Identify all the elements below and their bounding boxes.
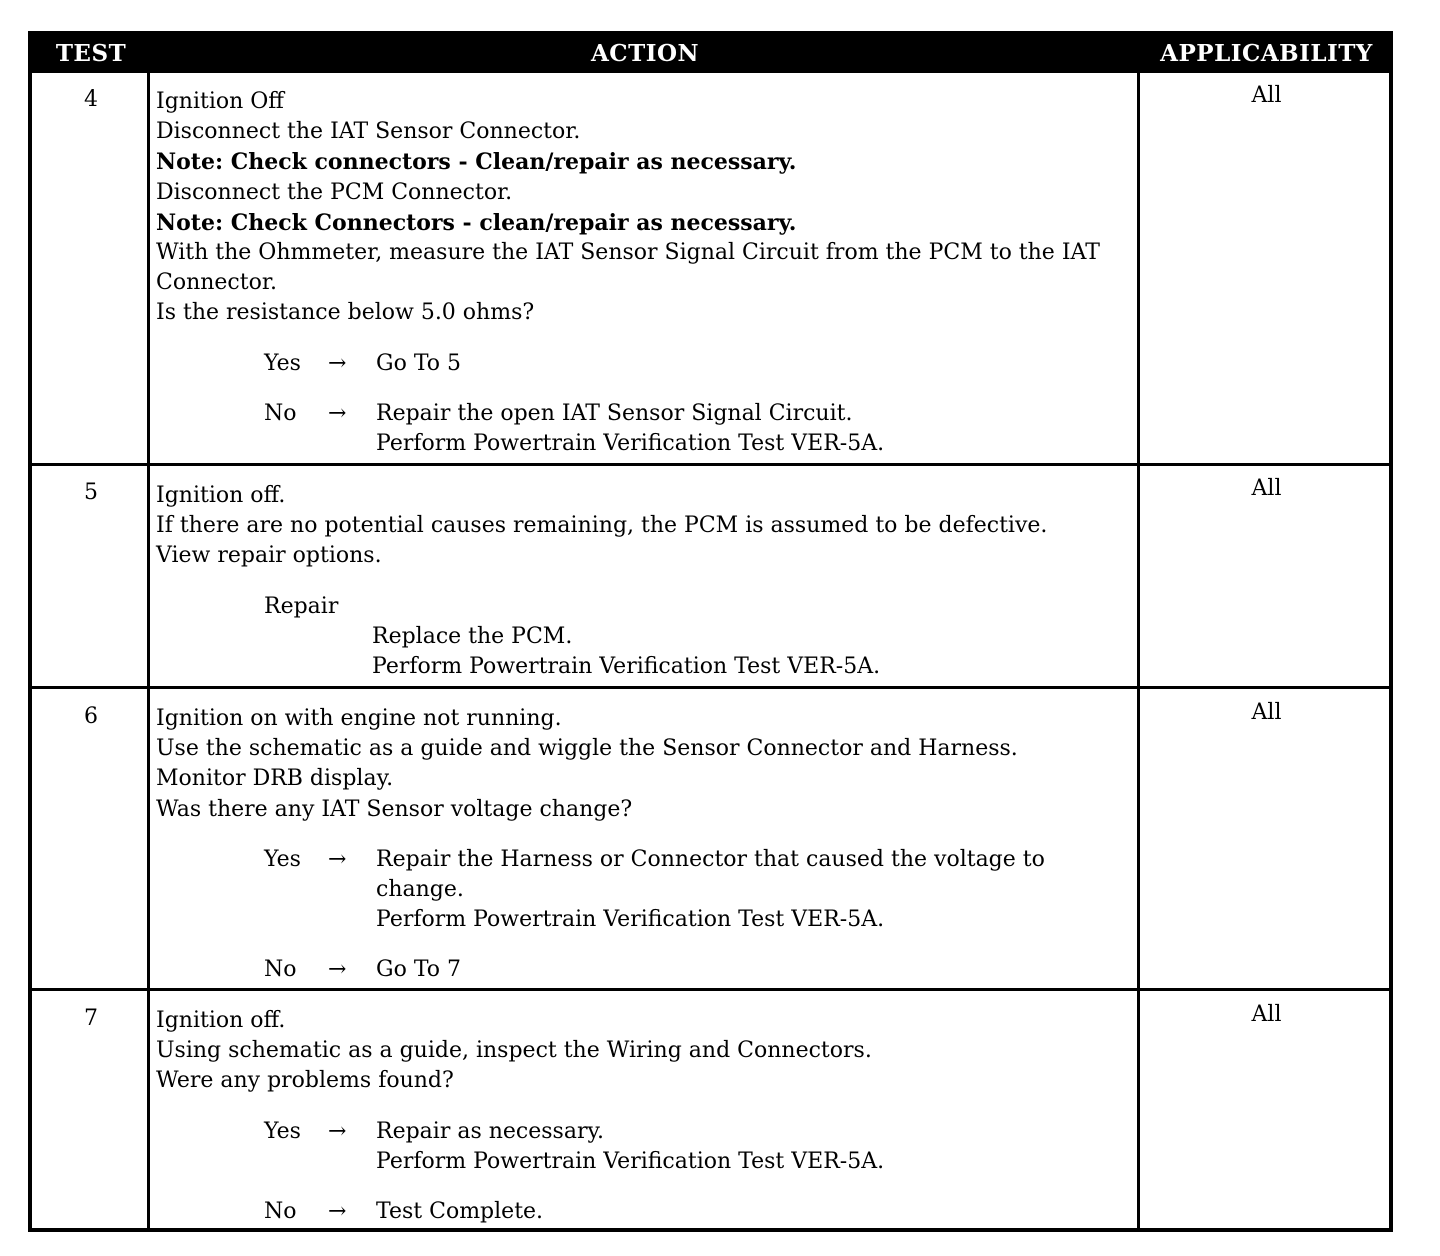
repair-action: Replace the PCM. [372,623,573,649]
action-line: Connector. [156,270,277,296]
yes-option-continued [156,905,1136,935]
action-line: Ignition off. [156,483,286,508]
arrow-icon: → [328,956,347,982]
action-line: If there are no potential causes remaining, the PCM is assumed to be defective. [156,513,1048,539]
yes-label: Yes [264,350,301,376]
action-note: Note: Check Connectors - clean/repair as necessary. [156,209,797,236]
action-question: Is the resistance below 5.0 ohms? [156,300,535,326]
row-divider [32,686,1389,689]
no-option [156,1197,1136,1227]
test-number: 4 [84,87,98,112]
no-result-line2: Perform Powertrain Verification Test VER-5A. [376,430,885,456]
action-cell [156,1006,1136,1227]
arrow-icon: → [328,350,347,376]
action-line: Ignition on with engine not running. [156,706,562,731]
action-line: With the Ohmmeter, measure the IAT Sensor Signal Circuit from the PCM to the IAT [156,240,1100,266]
no-label: No [264,1198,297,1224]
no-option [156,399,1136,429]
arrow-icon: → [328,400,347,426]
arrow-icon: → [328,1118,347,1144]
no-result: Go To 7 [376,956,462,982]
yes-option-continued [156,1147,1136,1177]
repair-label: Repair [264,593,339,619]
action-question: Was there any IAT Sensor voltage change? [156,796,633,822]
yes-result: Repair the Harness or Connector that caused the voltage to [376,846,1045,872]
arrow-icon: → [328,1198,347,1224]
no-option-continued [156,429,1136,459]
table-header [32,35,1389,73]
yes-result-line3: Perform Powertrain Verification Test VER-5A. [376,906,885,932]
action-cell [156,704,1136,985]
diagnostic-table [28,31,1393,1232]
action-line: Disconnect the IAT Sensor Connector. [156,119,581,145]
action-cell [156,87,1136,459]
header-applicability: APPLICABILITY [1160,40,1373,67]
yes-option [156,349,1136,379]
yes-option-continued [156,875,1136,905]
test-number: 7 [84,1006,98,1031]
action-line: View repair options. [156,543,382,569]
action-line: Disconnect the PCM Connector. [156,179,513,205]
applicability-value: All [1251,476,1282,501]
repair-action: Perform Powertrain Verification Test VER-5A. [372,654,881,680]
yes-option [156,845,1136,875]
row-divider [32,463,1389,466]
no-option [156,955,1136,985]
applicability-value: All [1251,83,1282,108]
applicability-value: All [1251,700,1282,725]
header-action: ACTION [590,40,700,67]
yes-label: Yes [264,1118,301,1144]
yes-label: Yes [264,846,301,872]
action-line: Ignition Off [156,89,284,114]
column-divider [147,73,150,1228]
action-line: Using schematic as a guide, inspect the Wiring and Connectors. [156,1038,872,1064]
action-cell [156,481,1136,682]
column-divider [1137,73,1140,1228]
action-note: Note: Check connectors - Clean/repair as necessary. [156,149,797,176]
no-result: Test Complete. [376,1198,544,1224]
action-line: Monitor DRB display. [156,766,394,792]
action-line: Use the schematic as a guide and wiggle the Sensor Connector and Harness. [156,736,1018,762]
yes-result-line2: change. [376,876,464,902]
no-label: No [264,956,297,982]
applicability-value: All [1251,1002,1282,1027]
test-number: 6 [84,704,98,729]
yes-result: Repair as necessary. [376,1118,604,1144]
header-test: TEST [55,40,127,67]
test-number: 5 [84,480,98,505]
action-line: Ignition off. [156,1008,286,1033]
yes-option [156,1117,1136,1147]
arrow-icon: → [328,846,347,872]
row-divider [32,988,1389,991]
yes-result: Go To 5 [376,350,462,376]
no-label: No [264,400,297,426]
action-question: Were any problems found? [156,1068,454,1094]
yes-result-line2: Perform Powertrain Verification Test VER-5A. [376,1148,885,1174]
no-result: Repair the open IAT Sensor Signal Circuit. [376,400,853,426]
